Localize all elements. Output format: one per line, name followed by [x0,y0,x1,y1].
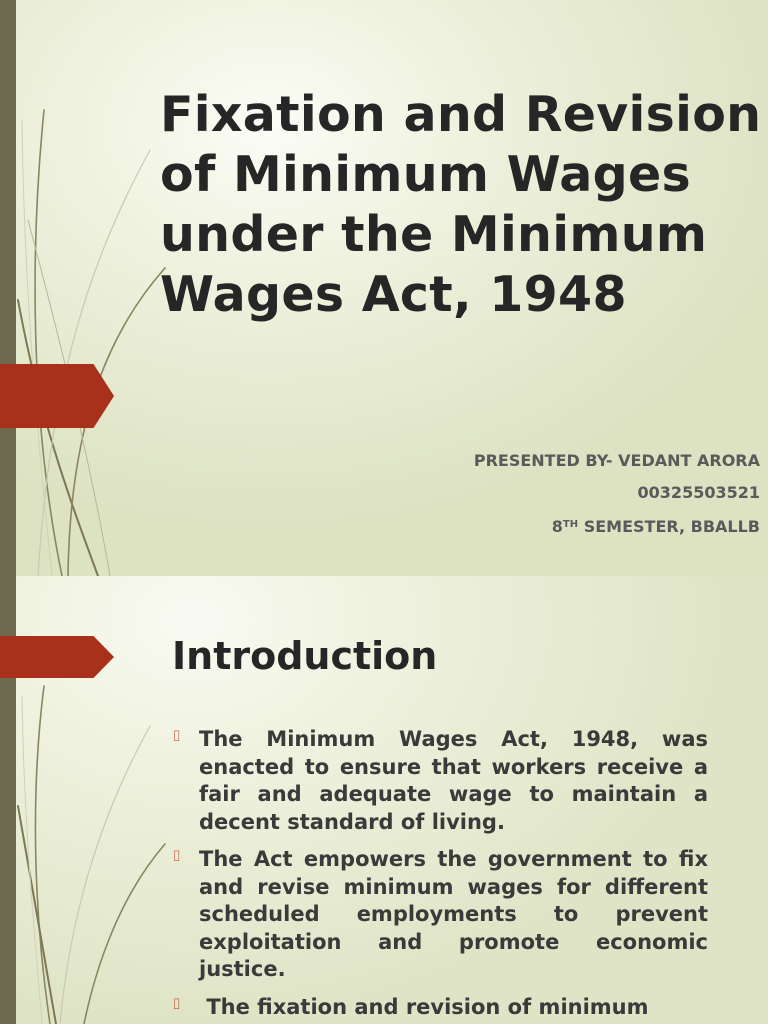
list-item [172,846,708,984]
bullet-text: The Minimum Wages Act, 1948, was enacted to ensure that workers receive a fair and adequate wage to maintain a decent standard of living. [199,727,708,834]
accent-flag [0,636,114,678]
accent-flag [0,364,114,428]
bullet-marker-icon: ⌷ [172,994,182,1013]
bullet-marker-icon: ⌷ [172,847,182,865]
roll-number: 00325503521 [637,483,760,502]
semester-number: 8 [551,517,563,536]
bullet-text: The fixation and revision of minimum [199,994,649,1019]
slide-heading: Introduction [172,634,438,678]
presenter-info [460,450,760,537]
semester-text: SEMESTER, BBALLB [578,517,760,536]
list-item [172,726,708,836]
bullet-list [172,726,708,1024]
bullet-marker-icon: ⌷ [172,727,182,745]
semester-suffix: TH [562,519,579,530]
presentation-title: Fixation and Revision of Minimum Wages under the Minimum Wages Act, 1948 [160,86,762,323]
presenter-name: PRESENTED BY- VEDANT ARORA [473,451,760,470]
semester [460,514,760,537]
bullet-text: The Act empowers the government to fix and revise minimum wages for different scheduled employments to prevent exploitation and promote economic justice. [199,847,708,981]
introduction-slide [0,576,768,1024]
list-item [172,994,708,1022]
